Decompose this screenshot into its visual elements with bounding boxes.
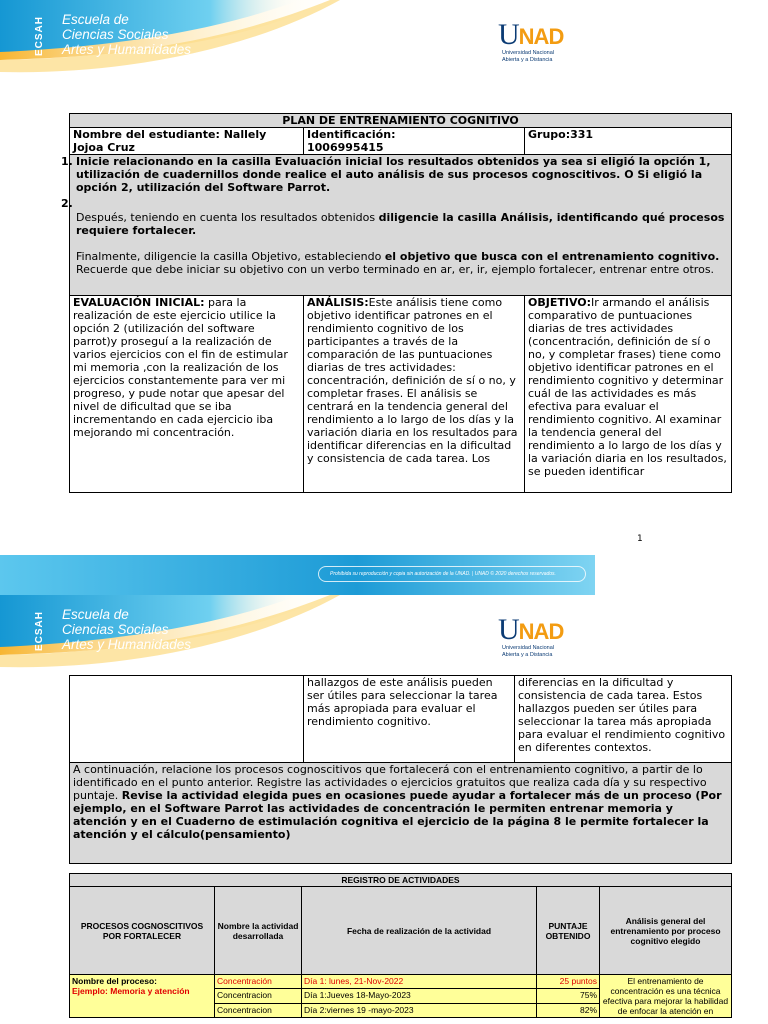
instruction-3-tail: Recuerde que debe iniciar su objetivo con un verbo terminado en ar, er, ir, ejemplo fortalecer, entrenar entre otros. [76, 263, 715, 276]
school-line-1: Escuela de [62, 12, 129, 27]
unad-sub-line-1: Universidad Nacional [502, 645, 554, 651]
unad-sub-line-2: Abierta y a Distancia [502, 652, 553, 658]
school-name-2 [62, 607, 191, 652]
analysis-cell-cont: hallazgos de este análisis pueden ser útiles para seleccionar la tarea más apropiada para evaluar el rendimiento cognitivo. [304, 676, 515, 763]
process-example: Ejemplo: Memoria y atención [72, 986, 190, 996]
student-id [304, 128, 525, 155]
activity-date: Día 1: lunes, 21-Nov-2022 [302, 975, 537, 989]
instruction-1: Inicie relacionando en la casilla Evaluación inicial los resultados obtenidos ya sea si eligió la opción 1, utilización de cuadernillos donde realice el auto análisis de sus procesos cognoscitivos. O Si eligió la opción 2, utilización del Software Parrot. [76, 155, 711, 194]
instruction-2-text: Después, teniendo en cuenta los resultados obtenidos [76, 211, 379, 224]
school-line-3: Artes y Humanidades [62, 42, 192, 57]
instruction-2 [76, 211, 728, 237]
register-title: REGISTRO DE ACTIVIDADES [70, 874, 732, 887]
analysis-label: ANÁLISIS: [307, 296, 369, 309]
objective-text: Ir armando el análisis comparativo de puntuaciones diarias de tres actividades (concentración, definición de sí o no, y completar frases) tiene como objetivo identificar patrones en el rendimiento cognitivo y determinar cuál de las actividades es más efectiva para evaluar el rendimiento cognitivo. Al examinar la tendencia general del rendimiento a lo largo de los días y la variación diaria en los resultados, se pueden identificar [528, 296, 727, 478]
instruction-3 [76, 250, 728, 276]
plan-table-continued [69, 675, 732, 864]
col-header-score: PUNTAJE OBTENIDO [537, 887, 600, 975]
activity-name: Concentración [215, 975, 302, 989]
unad-sub-line-2: Abierta y a Distancia [502, 57, 553, 63]
unad-logo [498, 10, 568, 70]
school-line-2: Ciencias Sociales [62, 622, 169, 637]
activity-date: Día 2:viernes 19 -mayo-2023 [302, 1003, 537, 1017]
col-header-analysis: Análisis general del entrenamiento por proceso cognitivo elegido [600, 887, 732, 975]
page-number: 1 [637, 534, 643, 544]
activity-name: Concentracion [215, 989, 302, 1003]
evaluation-text: para la realización de este ejercicio utilice la opción 2 (utilización del software parrot)y proseguí a la realización de varios ejercicios con el fin de estimular mi memoria ,con la realización de los ejercicios constantemente para ver mi progreso, y pude notar que apesar del nivel de dificultad que se iba incrementando en cada ejercicio iba mejorando mi concentración. [73, 296, 288, 439]
evaluation-cell-cont [70, 676, 304, 763]
unad-logo-2 [498, 605, 568, 665]
evaluation-label: EVALUACIÓN INICIAL: [73, 296, 205, 309]
instruction-number-2: 2. [61, 197, 73, 210]
relate-instructions [70, 763, 732, 864]
footer-text: Prohibida su reproducción y copia sin autorización de la UNAD. | UNAD © 2020 derechos reservados. [330, 571, 556, 577]
plan-title: PLAN DE ENTRENAMIENTO COGNITIVO [70, 114, 732, 128]
unad-logo-name: UNAD [498, 18, 564, 51]
instruction-number-1: 1. [61, 155, 73, 168]
instruction-2-bold: diligencie la casilla Análisis, identificando qué procesos requiere fortalecer. [76, 211, 725, 237]
page1-header [0, 0, 768, 95]
process-name-cell [70, 975, 215, 1018]
school-abbr: ECSAH [34, 15, 45, 56]
school-line-3: Artes y Humanidades [62, 637, 192, 652]
school-line-1: Escuela de [62, 607, 129, 622]
id-label: Identificación: [307, 128, 396, 141]
school-abbr-2: ECSAH [34, 610, 45, 651]
activity-register-table [69, 873, 732, 1018]
activity-score: 82% [537, 1003, 600, 1017]
school-line-2: Ciencias Sociales [62, 27, 169, 42]
objective-cell [525, 296, 732, 493]
instructions-block [61, 155, 732, 296]
activity-score: 25 puntos [537, 975, 600, 989]
activity-name: Concentracion [215, 1003, 302, 1017]
unad-sub-line-1: Universidad Nacional [502, 50, 554, 56]
col-header-date: Fecha de realización de la actividad [302, 887, 537, 975]
process-label: Nombre del proceso: [72, 976, 158, 986]
relate-text: A continuación, relacione los procesos cognoscitivos que fortalecerá con el entrenamiento cognitivo, a partir de lo identificado en el punto anterior. Registre las actividades o ejercicios gratuitos que realiza cada día y su respectivo puntaje. [73, 763, 707, 802]
analysis-text: Este análisis tiene como objetivo identificar patrones en el rendimiento cognitivo de los participantes a través de la comparación de las puntuaciones diarias de tres actividades: concentración, definición de sí o no, y completar frases. El análisis se centrará en la tendencia general del rendimiento a lo largo de los días y la variación diaria en los resultados para identificar diferencias en la dificultad y consistencia de cada tarea. Los [307, 296, 518, 465]
general-analysis-cell: El entrenamiento de concentración es una técnica efectiva para mejorar la habilidad de enfocar la atención en [600, 975, 732, 1018]
plan-table [61, 113, 732, 493]
school-name [62, 12, 191, 57]
evaluation-cell [70, 296, 304, 493]
analysis-cell [304, 296, 525, 493]
unad-logo-sub [502, 50, 554, 64]
activity-date: Día 1:Jueves 18-Mayo-2023 [302, 989, 537, 1003]
instruction-3-text: Finalmente, diligencie la casilla Objetivo, estableciendo [76, 250, 385, 263]
student-group: Grupo:331 [525, 128, 732, 155]
unad-logo-name-2: UNAD [498, 613, 564, 646]
objective-cell-cont: diferencias en la dificultad y consistencia de cada tarea. Estos hallazgos pueden ser útiles para seleccionar la tarea más apropiada para evaluar el rendimiento cognitivo en diferentes contextos. [515, 676, 732, 763]
unad-logo-sub-2 [502, 645, 554, 659]
id-value: 1006995415 [307, 141, 384, 154]
student-name: Nombre del estudiante: Nallely Jojoa Cruz [70, 128, 304, 155]
instruction-3-bold: el objetivo que busca con el entrenamiento cognitivo. [384, 250, 720, 263]
activity-score: 75% [537, 989, 600, 1003]
relate-bold: Revise la actividad elegida pues en ocasiones puede ayudar a fortalecer más de un proceso (Por ejemplo, en el Software Parrot las actividades de concentración le permiten entrenar memoria y atención y en el Cuaderno de estimulación cognitiva el ejercicio de la página 8 le permite fortalecer la atención y el cálculo(pensamiento) [73, 789, 722, 841]
col-header-processes: PROCESOS COGNOSCITIVOS POR FORTALECER [70, 887, 215, 975]
objective-label: OBJETIVO: [528, 296, 592, 309]
col-header-activity: Nombre la actividad desarrollada [215, 887, 302, 975]
